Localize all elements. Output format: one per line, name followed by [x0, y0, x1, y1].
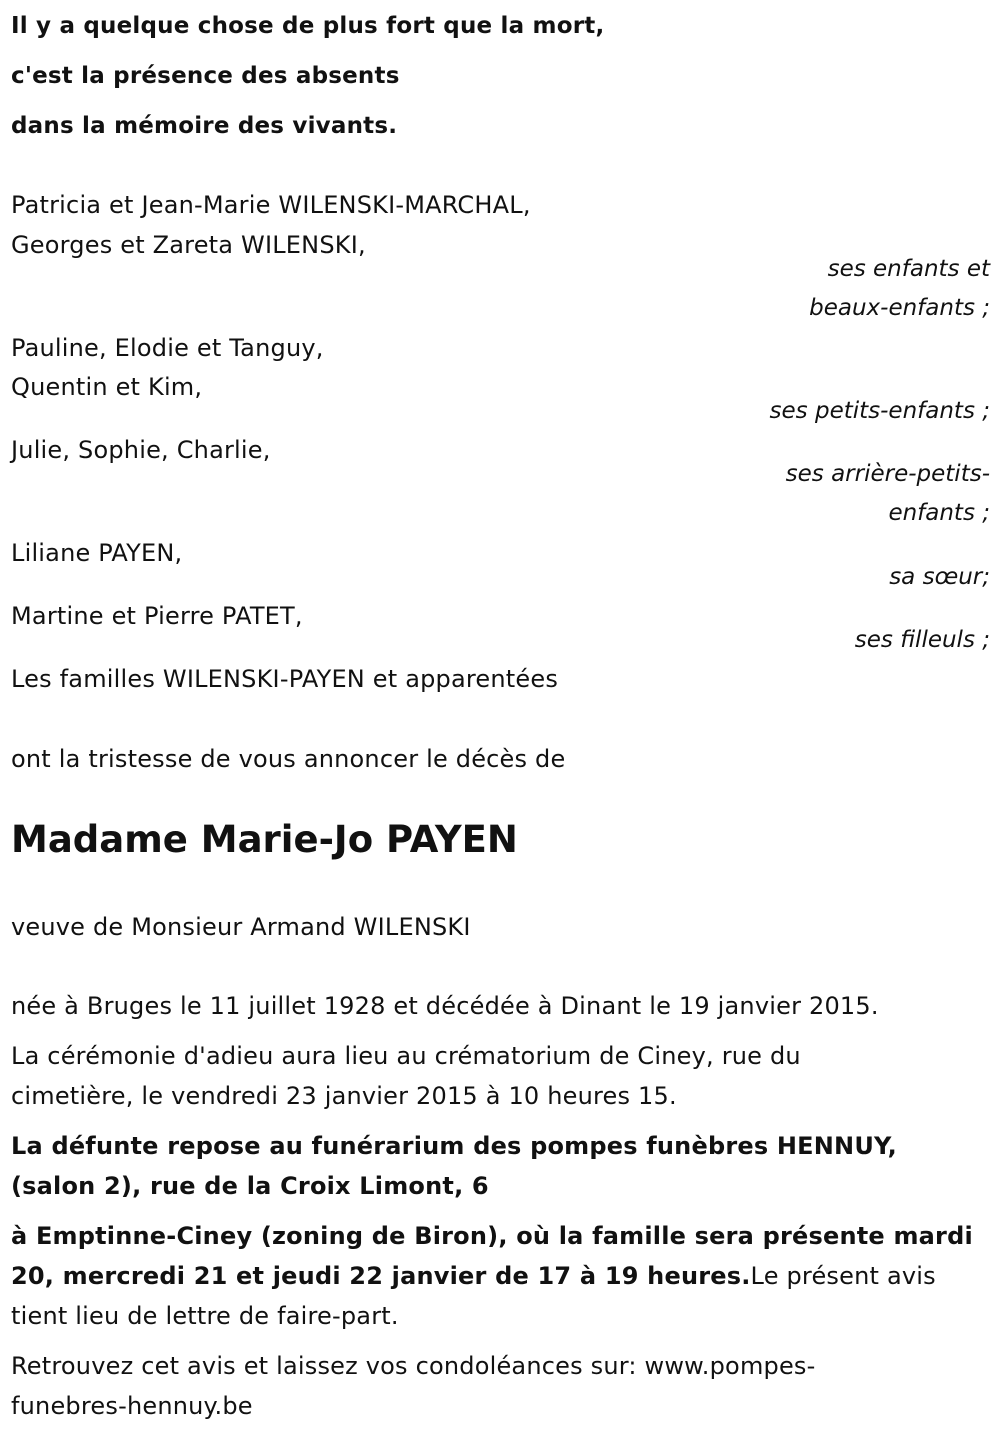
repose-line-1: La défunte repose au funérarium des pompes funèbres HENNUY,: [11, 1132, 897, 1160]
ceremony-line-2: cimetière, le vendredi 23 janvier 2015 à 10 heures 15.: [11, 1082, 677, 1110]
great-grandchildren-name: Julie, Sophie, Charlie,: [11, 436, 271, 464]
repose-faire-part-line: [11, 1260, 936, 1292]
condolences-line-1: Retrouvez cet avis et laissez vos condoléances sur: www.pompes-: [11, 1352, 816, 1380]
children-relation-1: ses enfants et: [827, 256, 990, 282]
condolences-line-2: funebres-hennuy.be: [11, 1392, 253, 1420]
godchildren-relation: ses filleuls ;: [854, 627, 990, 653]
children-relation-2: beaux-enfants ;: [809, 295, 990, 321]
children-name-1: Patricia et Jean-Marie WILENSKI-MARCHAL,: [11, 191, 531, 219]
announcement-intro: ont la tristesse de vous annoncer le décès de: [11, 745, 566, 773]
birth-death-line: née à Bruges le 11 juillet 1928 et décédée à Dinant le 19 janvier 2015.: [11, 992, 879, 1020]
grandchildren-name-2: Quentin et Kim,: [11, 373, 203, 401]
quote-line-3: dans la mémoire des vivants.: [11, 113, 398, 139]
quote-line-1: Il y a quelque chose de plus fort que la mort,: [11, 13, 605, 39]
sister-relation: sa sœur;: [889, 564, 990, 590]
godchildren-name: Martine et Pierre PATET,: [11, 602, 303, 630]
great-grandchildren-relation-1: ses arrière-petits-: [785, 461, 990, 487]
deceased-name: Madame Marie-Jo PAYEN: [11, 818, 518, 861]
grandchildren-name-1: Pauline, Elodie et Tanguy,: [11, 334, 324, 362]
faire-part-line-1: Le présent avis: [750, 1262, 936, 1290]
repose-line-3: à Emptinne-Ciney (zoning de Biron), où la famille sera présente mardi: [11, 1222, 973, 1250]
repose-line-4: 20, mercredi 21 et jeudi 22 janvier de 17 à 19 heures.: [11, 1262, 751, 1290]
faire-part-line-2: tient lieu de lettre de faire-part.: [11, 1302, 399, 1330]
widow-of: veuve de Monsieur Armand WILENSKI: [11, 913, 471, 941]
quote-line-2: c'est la présence des absents: [11, 63, 400, 89]
ceremony-line-1: La cérémonie d'adieu aura lieu au crématorium de Ciney, rue du: [11, 1042, 801, 1070]
great-grandchildren-relation-2: enfants ;: [888, 500, 990, 526]
sister-name: Liliane PAYEN,: [11, 539, 183, 567]
grandchildren-relation: ses petits-enfants ;: [769, 398, 990, 424]
children-name-2: Georges et Zareta WILENSKI,: [11, 231, 366, 259]
families-line: Les familles WILENSKI-PAYEN et apparentées: [11, 665, 559, 693]
repose-line-2: (salon 2), rue de la Croix Limont, 6: [11, 1172, 489, 1200]
